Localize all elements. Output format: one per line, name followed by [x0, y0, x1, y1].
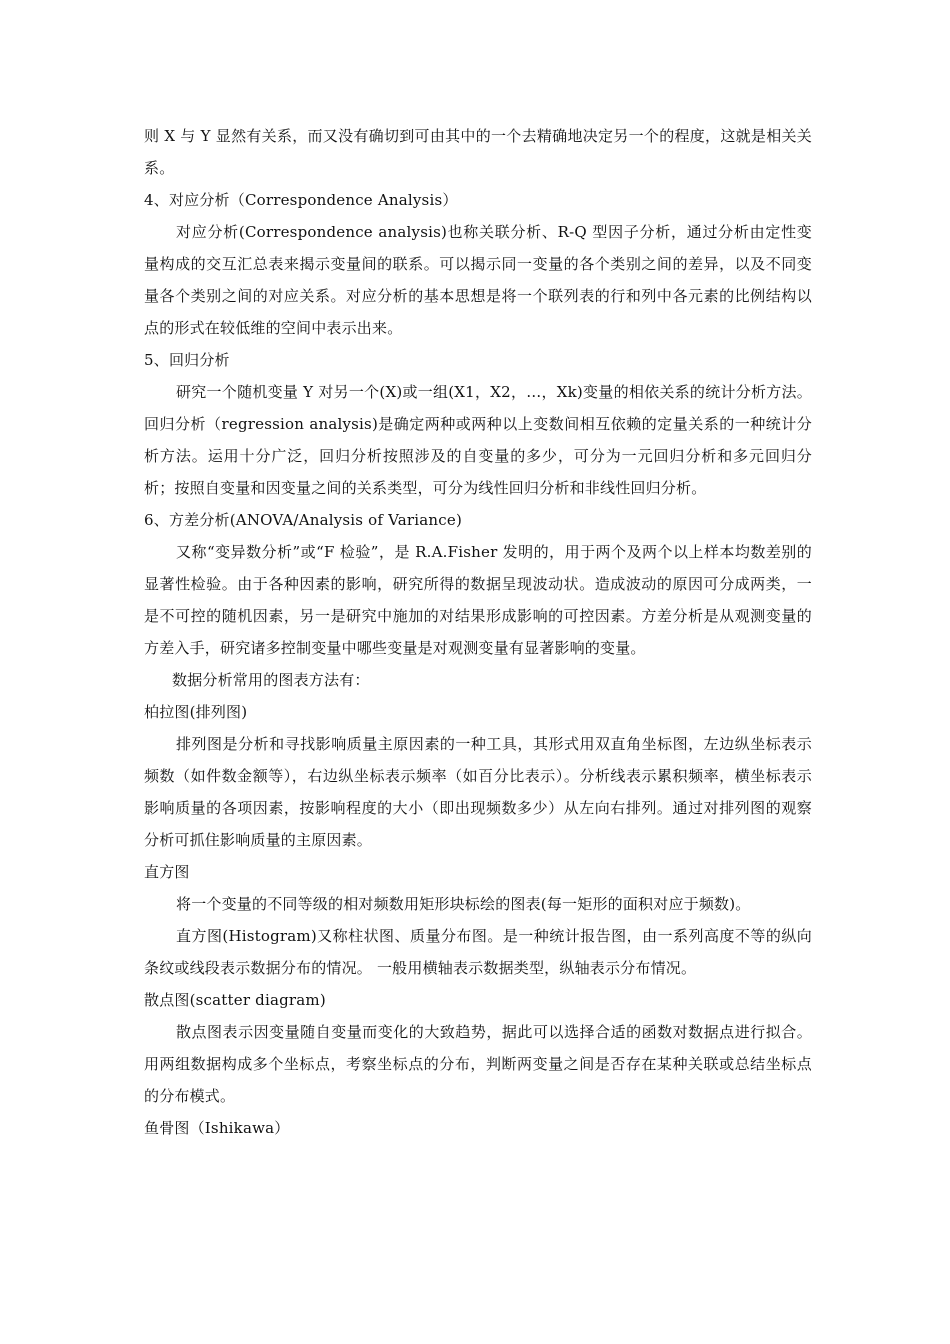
section-heading-pareto-chart: 柏拉图(排列图)	[144, 703, 248, 721]
paragraph-chart-methods-intro: 数据分析常用的图表方法有：	[172, 671, 370, 689]
paragraph-anova: 又称“变异数分析”或“F 检验”，是 R.A.Fisher 发明的，用于两个及两个以上样本均数差别的显著性检验。由于各种因素的影响，研究所得的数据呈现波动状。造成波动的原因可分成两类，一是不可控的随机因素，另一是研究中施加的对结果形成影响的可控因素。方差分析是从观测变量的方差入手，研究诸多控制变量中哪些变量是对观测变量有显著影响的变量。	[144, 543, 812, 657]
paragraph-histogram-description: 直方图(Histogram)又称柱状图、质量分布图。是一种统计报告图，由一系列高度不等的纵向条纹或线段表示数据分布的情况。 一般用横轴表示数据类型，纵轴表示分布情况。	[144, 927, 812, 977]
paragraph-pareto-chart: 排列图是分析和寻找影响质量主原因素的一种工具，其形式用双直角坐标图，左边纵坐标表示频数（如件数金额等），右边纵坐标表示频率（如百分比表示）。分析线表示累积频率，横坐标表示影响质量的各项因素，按影响程度的大小（即出现频数多少）从左向右排列。通过对排列图的观察分析可抓住影响质量的主原因素。	[144, 735, 812, 849]
section-heading-regression-analysis: 5、回归分析	[144, 351, 230, 369]
section-heading-correspondence-analysis: 4、对应分析（Correspondence Analysis）	[144, 191, 458, 209]
paragraph-correlation-continued: 则 X 与 Y 显然有关系，而又没有确切到可由其中的一个去精确地决定另一个的程度，这就是相关关系。	[144, 127, 812, 177]
section-heading-anova: 6、方差分析(ANOVA/Analysis of Variance)	[144, 511, 463, 529]
section-heading-histogram: 直方图	[144, 863, 190, 881]
paragraph-histogram-definition: 将一个变量的不同等级的相对频数用矩形块标绘的图表(每一矩形的面积对应于频数)。	[176, 895, 751, 913]
paragraph-scatter-diagram: 散点图表示因变量随自变量而变化的大致趋势，据此可以选择合适的函数对数据点进行拟合。用两组数据构成多个坐标点，考察坐标点的分布，判断两变量之间是否存在某种关联或总结坐标点的分布模式。	[144, 1023, 812, 1105]
section-heading-fishbone-diagram: 鱼骨图（Ishikawa）	[144, 1119, 290, 1137]
section-heading-scatter-diagram: 散点图(scatter diagram)	[144, 991, 326, 1009]
document-body	[144, 120, 812, 1144]
paragraph-regression-analysis: 研究一个随机变量 Y 对另一个(X)或一组(X1，X2，…，Xk)变量的相依关系的统计分析方法。回归分析（regression analysis)是确定两种或两种以上变数间相互依赖的定量关系的一种统计分析方法。运用十分广泛，回归分析按照涉及的自变量的多少，可分为一元回归分析和多元回归分析；按照自变量和因变量之间的关系类型，可分为线性回归分析和非线性回归分析。	[144, 383, 812, 497]
paragraph-correspondence-analysis: 对应分析(Correspondence analysis)也称关联分析、R-Q 型因子分析，通过分析由定性变量构成的交互汇总表来揭示变量间的联系。可以揭示同一变量的各个类别之间的差异，以及不同变量各个类别之间的对应关系。对应分析的基本思想是将一个联列表的行和列中各元素的比例结构以点的形式在较低维的空间中表示出来。	[144, 223, 812, 337]
